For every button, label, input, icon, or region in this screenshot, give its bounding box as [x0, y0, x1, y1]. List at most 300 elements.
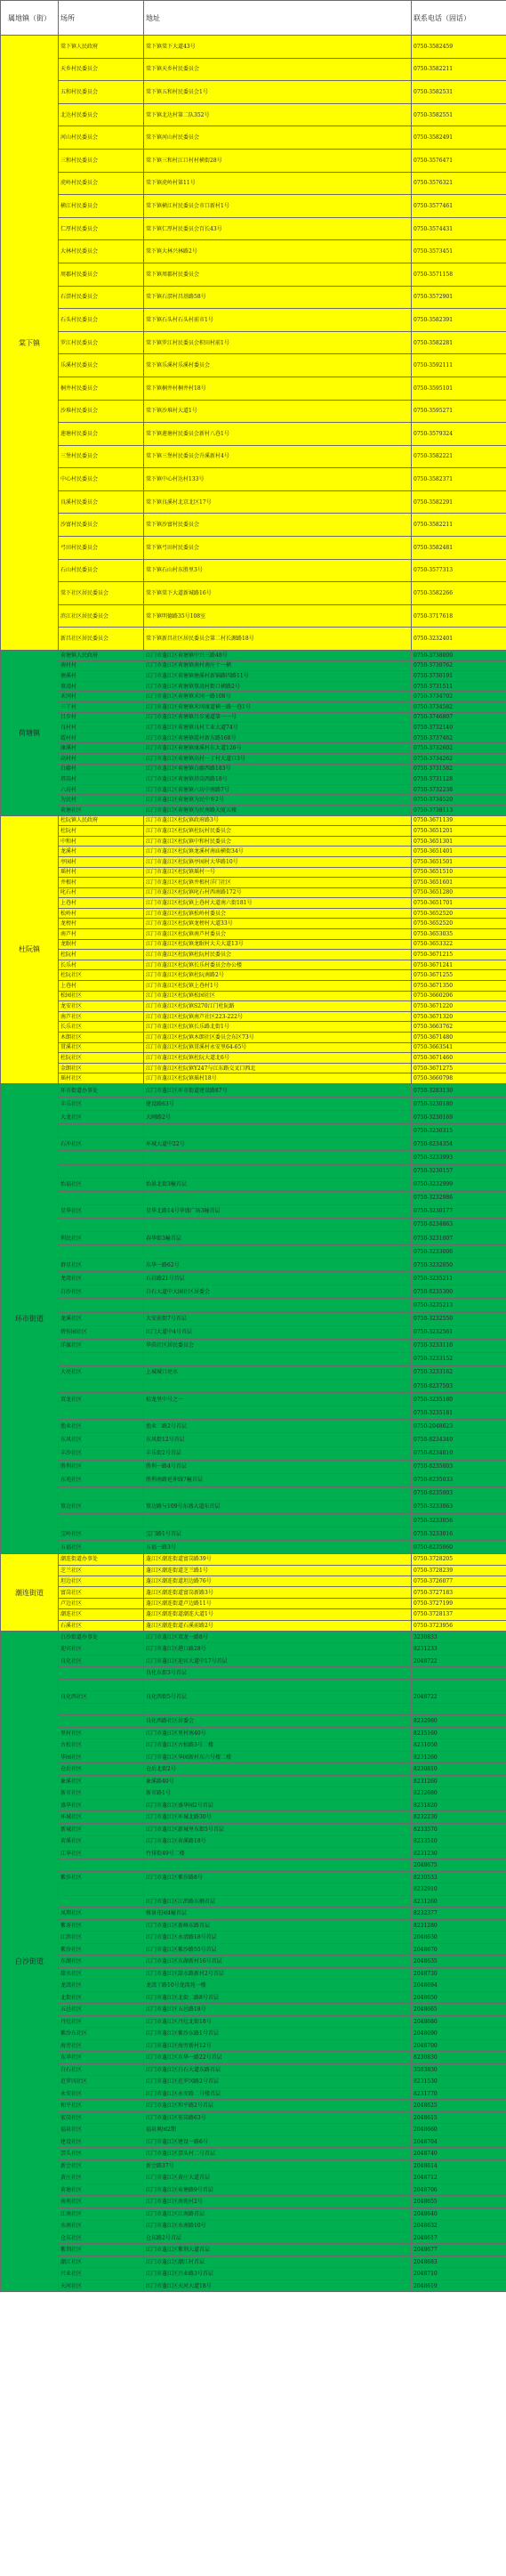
place-cell: 龙溪社区 — [59, 1312, 144, 1325]
address-cell: 江门市蓬江区荷塘镇高村一丁村大道口3号 — [144, 753, 412, 764]
phone-cell: 2048665 — [412, 2004, 506, 2016]
phone-cell: 0750-3652520 — [412, 919, 506, 929]
phone-cell: 0750-3738113 — [412, 805, 506, 815]
table-row — [1, 919, 506, 929]
address-cell: 江门市蓬江区五邑路18号 — [144, 2004, 412, 2016]
table-row — [1, 2172, 506, 2184]
place-cell: 滨江社区居民委员会 — [59, 604, 144, 628]
address-cell — [144, 1299, 412, 1312]
phone-cell: 2048660 — [412, 2124, 506, 2136]
table-row — [1, 1932, 506, 1944]
table-row — [1, 1245, 506, 1259]
place-cell: 棠下社区居民委员会 — [59, 582, 144, 605]
phone-cell: 0750-3728137 — [412, 1609, 506, 1620]
address-cell: 江门市蓬江区迎宾大道中17号首层 — [144, 1655, 412, 1667]
address-cell: 江门市蓬江区杜阮镇井根村洋门社区 — [144, 878, 412, 888]
table-row — [1, 58, 506, 81]
place-cell: 白藤村 — [59, 764, 144, 774]
place-cell: 松岭村 — [59, 908, 144, 919]
place-cell — [59, 1124, 144, 1138]
address-cell: 宝门路1号首层 — [144, 1527, 412, 1541]
address-cell: 棠下镇沙富村民委员会 — [144, 514, 412, 537]
table-row — [1, 1365, 506, 1379]
phone-cell: 8231050 — [412, 1739, 506, 1752]
place-cell: 南芦村 — [59, 929, 144, 940]
phone-cell: 0750-3576321 — [412, 172, 506, 195]
phone-cell: 0750-3232999 — [412, 1178, 506, 1191]
address-cell: 渔业二路2号首层 — [144, 1420, 412, 1433]
phone-cell: 2048675 — [412, 1859, 506, 1872]
place-cell: 和平社区 — [59, 2100, 144, 2112]
address-cell: 江门市蓬江区杜阮镇杜阮南路2号 — [144, 970, 412, 981]
address-cell: 棠下镇横江村民委员会市口新村1号 — [144, 195, 412, 218]
place-cell — [59, 1486, 144, 1500]
phone-cell: 0750-3671255 — [412, 970, 506, 981]
table-row — [1, 2004, 506, 2016]
phone-cell: 0750-3660798 — [412, 1073, 506, 1084]
phone-cell: 0750-3652520 — [412, 908, 506, 919]
phone-cell: 0750-3717618 — [412, 604, 506, 628]
phone-cell: 0750-3671215 — [412, 950, 506, 960]
place-cell: 大龙社区 — [59, 1111, 144, 1124]
place-cell: 龙榜村 — [59, 919, 144, 929]
address-cell: 棠下镇乐溪村乐溪村委员会 — [144, 354, 412, 377]
phone-cell: 0750-3232050 — [412, 1259, 506, 1272]
phone-cell: 2048614 — [412, 2159, 506, 2172]
address-cell: 江门市蓬江区紫莎路8号 — [144, 1871, 412, 1883]
table-row — [1, 514, 506, 537]
phone-cell: 0750-3235181 — [412, 1406, 506, 1420]
place-cell: 莲塘村民委员会 — [59, 423, 144, 446]
place-cell: 五福社区 — [59, 1541, 144, 1554]
table-row — [1, 1667, 506, 1680]
address-cell: 江门市蓬江区杜阮镇杜阮村民委员会 — [144, 950, 412, 960]
address-cell: 棠下镇石山村东胜里3号 — [144, 559, 412, 582]
address-cell: 江门市蓬江区杜阮镇Y247与江东路交叉口西北 — [144, 1063, 412, 1073]
table-row — [1, 805, 506, 815]
address-cell: 江门市蓬江区荷塘镇禾冈一路108号 — [144, 692, 412, 702]
table-row — [1, 2280, 506, 2292]
place-cell: 荷塘社区 — [59, 2183, 144, 2196]
table-row — [1, 1073, 506, 1084]
place-cell: 中心村民委员会 — [59, 468, 144, 491]
address-cell — [144, 1124, 412, 1138]
phone-cell: 2048700 — [412, 2039, 506, 2052]
address-cell: 江门市蓬江区杜阮镇长乐路北街1号 — [144, 1022, 412, 1033]
table-row — [1, 1835, 506, 1848]
place-cell: 桐井村民委员会 — [59, 377, 144, 400]
address-cell: 大闸路2号 — [144, 1111, 412, 1124]
phone-cell: 0750-3731128 — [412, 774, 506, 785]
phone-cell: 0750-8235033 — [412, 1473, 506, 1486]
address-cell: 仓后北街2号 — [144, 1763, 412, 1776]
table-row — [1, 1908, 506, 1920]
place-cell: 紫茶社区 — [59, 1919, 144, 1932]
table-row — [1, 784, 506, 795]
place-cell: 江华社区 — [59, 1847, 144, 1859]
place-cell: 石滘村民委员会 — [59, 286, 144, 309]
phone-cell: 0750-3730191 — [412, 671, 506, 682]
address-cell: 江门市蓬江区南苑村2号 — [144, 2196, 412, 2208]
address-cell: 江门市蓬江区荷塘镇篁湾村街口横路2号 — [144, 681, 412, 692]
table-row — [1, 660, 506, 671]
address-cell: 棠下镇桐井村桐井村18号 — [144, 377, 412, 400]
place-cell: 丰沙社区 — [59, 1446, 144, 1460]
table-row — [1, 939, 506, 950]
table-row — [1, 582, 506, 605]
place-cell: 高村村 — [59, 753, 144, 764]
place-cell — [59, 1513, 144, 1527]
town-cell: 棠下镇 — [1, 36, 59, 651]
address-cell: 东风街12号首层 — [144, 1433, 412, 1446]
table-row — [1, 1739, 506, 1752]
phone-cell: 8232377 — [412, 1908, 506, 1920]
address-cell: 江门市蓬江区范罗冈路2号首层 — [144, 2076, 412, 2088]
table-row — [1, 733, 506, 743]
address-cell: 江门市蓬江区兴业路3号首层 — [144, 2268, 412, 2280]
place-cell: 良化西社区 — [59, 1691, 144, 1704]
place-cell: 良村村 — [59, 723, 144, 733]
place-cell: 叱石村 — [59, 887, 144, 898]
phone-cell: 2048712 — [412, 2172, 506, 2184]
phone-cell: 0750-3727199 — [412, 1598, 506, 1608]
table-row — [1, 1111, 506, 1124]
address-cell: 棠下镇大林兴林路2号 — [144, 240, 412, 263]
table-row — [1, 856, 506, 867]
address-cell: 棠下镇中心村达村133号 — [144, 468, 412, 491]
place-cell: 碧桂园社区 — [59, 1325, 144, 1339]
phone-cell: 2048740 — [412, 2148, 506, 2160]
table-row — [1, 1883, 506, 1896]
table-row — [1, 1218, 506, 1231]
table-row — [1, 764, 506, 774]
address-cell: 棠下镇沙堆村大道1号 — [144, 400, 412, 423]
place-cell: 龙湾社区 — [59, 1272, 144, 1285]
address-cell: 棠下镇天乡村民委员会 — [144, 58, 412, 81]
place-cell: 福泉社区 — [59, 2124, 144, 2136]
address-cell: 蓬江区潮连街道富岗新路3号 — [144, 1587, 412, 1598]
phone-cell: 8235160 — [412, 1727, 506, 1739]
address-cell: 江门市蓬江区荷塘路9号首层 — [144, 2183, 412, 2196]
place-cell: 东湖社区 — [59, 1956, 144, 1968]
place-cell: 篁湾村 — [59, 681, 144, 692]
table-row — [1, 1339, 506, 1352]
table-row — [1, 1727, 506, 1739]
table-row — [1, 149, 506, 172]
address-cell: 江门市蓬江区杜阮镇上巷村大道南六街181号 — [144, 898, 412, 909]
phone-cell: 0750-3233056 — [412, 1513, 506, 1527]
address-cell: 江门市蓬江区杜阮镇中和村民委员会 — [144, 836, 412, 847]
town-cell: 环市街道 — [1, 1083, 59, 1553]
address-cell: 棠下镇仁厚村民委员会百长43号 — [144, 217, 412, 240]
table-row — [1, 878, 506, 888]
place-cell: 荷溪社区 — [59, 1835, 144, 1848]
address-cell: 大安前街7号首层 — [144, 1312, 412, 1325]
table-row — [1, 1259, 506, 1272]
table-row — [1, 1703, 506, 1715]
address-cell: 华茵社区居民委员会 — [144, 1339, 412, 1352]
table-row — [1, 1679, 506, 1691]
phone-cell: 8233570 — [412, 1823, 506, 1835]
address-cell — [144, 1486, 412, 1500]
table-row — [1, 103, 506, 126]
phone-cell: 0750-3232986 — [412, 1191, 506, 1204]
place-cell: 丹灶社区 — [59, 2015, 144, 2028]
table-row — [1, 1643, 506, 1656]
address-cell — [144, 1218, 412, 1231]
place-cell: 华园社区 — [59, 1751, 144, 1763]
table-row — [1, 628, 506, 651]
phone-cell: 0750-3232401 — [412, 628, 506, 651]
place-cell: 虎岭村民委员会 — [59, 172, 144, 195]
table-row — [1, 1393, 506, 1406]
address-cell: 蓬江区潮连街道潮连大道1号 — [144, 1609, 412, 1620]
phone-cell: 2048650 — [412, 1991, 506, 2004]
address-cell: 良化西街5号首层 — [144, 1691, 412, 1704]
phone-cell: 0750-3732140 — [412, 723, 506, 733]
phone-cell: 0750-3731582 — [412, 764, 506, 774]
phone-cell: 0750-3651401 — [412, 847, 506, 857]
address-cell: 蓬江区潮连街道坦边路76号 — [144, 1576, 412, 1587]
table-row — [1, 1325, 506, 1339]
phone-cell: 0750-3582531 — [412, 81, 506, 104]
table-row — [1, 1299, 506, 1312]
place-cell: 沙堆村民委员会 — [59, 400, 144, 423]
address-cell — [144, 1245, 412, 1259]
table-row — [1, 1420, 506, 1433]
address-cell: 江门市蓬江区杜阮镇松岭村委员会 — [144, 908, 412, 919]
table-row — [1, 867, 506, 878]
table-row — [1, 2063, 506, 2076]
place-cell: 芝兰社区 — [59, 1565, 144, 1576]
table-row — [1, 1576, 506, 1587]
place-cell: 丰乐社区 — [59, 1098, 144, 1111]
table-row — [1, 1631, 506, 1643]
address-cell: 江门市蓬江区杜阮镇杜阮大道北6号 — [144, 1053, 412, 1064]
table-row — [1, 2076, 506, 2088]
address-cell: 棠下镇三堡村民委员会升溪新村4号 — [144, 445, 412, 468]
address-cell: 篁边路与109号东盛大道东首层 — [144, 1500, 412, 1513]
phone-cell: 2048730 — [412, 1967, 506, 1980]
phone-cell: 0750-3582391 — [412, 309, 506, 332]
address-cell: 江门市蓬江区紫荆大道首层 — [144, 2244, 412, 2256]
place-cell: 上巷村 — [59, 898, 144, 909]
place-cell: 白石社区 — [59, 2063, 144, 2076]
phone-cell: 0750-3738000 — [412, 651, 506, 661]
phone-cell: 0750-3232561 — [412, 1325, 506, 1339]
table-row — [1, 1775, 506, 1787]
table-row — [1, 2196, 506, 2208]
place-cell: 新市社区 — [59, 1787, 144, 1800]
table-row — [1, 1063, 506, 1073]
address-cell: 新会路37号 — [144, 2159, 412, 2172]
table-row — [1, 743, 506, 754]
place-cell: 上巷村 — [59, 981, 144, 992]
place-cell: 棠下镇人民政府 — [59, 36, 144, 59]
table-row — [1, 887, 506, 898]
address-cell: 江门市蓬江区东华一路22号首层 — [144, 2052, 412, 2064]
place-cell: 东风社区 — [59, 1433, 144, 1446]
table-row — [1, 490, 506, 514]
address-cell — [144, 1859, 412, 1872]
address-cell — [144, 1380, 412, 1393]
table-row — [1, 1352, 506, 1365]
address-cell — [144, 1513, 412, 1527]
place-cell: 大林村民委员会 — [59, 240, 144, 263]
place-cell: 双龙社区 — [59, 1393, 144, 1406]
phone-cell: 2048625 — [412, 2100, 506, 2112]
place-cell: 弓田村民委员会 — [59, 537, 144, 560]
table-row — [1, 1823, 506, 1835]
place-cell: 霞村村 — [59, 733, 144, 743]
table-row — [1, 1042, 506, 1053]
address-cell: 江门市蓬江区杜阮镇南芦村委员会 — [144, 929, 412, 940]
address-cell: 棠下镇良溪村北京北区17号 — [144, 490, 412, 514]
table-row — [1, 1751, 506, 1763]
table-row — [1, 2124, 506, 2136]
address-cell: 棠下镇石头村石头村前市1号 — [144, 309, 412, 332]
address-cell: 蓬江区潮连街道芝兰路1号 — [144, 1565, 412, 1576]
place-cell: 利民社区 — [59, 1232, 144, 1245]
table-row — [1, 1083, 506, 1097]
phone-cell: 0750-3574431 — [412, 217, 506, 240]
address-cell: 江门市蓬江区杜阮镇上巷村1号 — [144, 981, 412, 992]
place-cell: 三丫村 — [59, 702, 144, 713]
address-cell: 棠下镇三和村江口村村横街28号 — [144, 149, 412, 172]
address-cell: 江门市蓬江区荷塘镇六坊中南路7号 — [144, 784, 412, 795]
table-row — [1, 81, 506, 104]
place-cell: 洋旗社区 — [59, 1339, 144, 1352]
phone-cell — [412, 1667, 506, 1680]
address-cell: 龙湾丁路10号龙湾苑一楼 — [144, 1980, 412, 1992]
phone-cell: 8231530 — [412, 2076, 506, 2088]
phone-cell: 0750-3582221 — [412, 445, 506, 468]
table-row — [1, 1033, 506, 1043]
phone-cell: 0750-3592111 — [412, 354, 506, 377]
address-cell: 春华街3幢首层 — [144, 1232, 412, 1245]
address-cell: 江门市蓬江区永安路二号楼首层 — [144, 2087, 412, 2100]
phone-cell: 0750-3737462 — [412, 733, 506, 743]
phone-cell: 0750-3582281 — [412, 331, 506, 354]
phone-cell: 8231260 — [412, 1775, 506, 1787]
address-cell: 棠下镇虎岭村第11号 — [144, 172, 412, 195]
table-row — [1, 445, 506, 468]
phone-cell: 0750-3651280 — [412, 887, 506, 898]
place-cell: 荷塘镇人民政府 — [59, 651, 144, 661]
table-row — [1, 681, 506, 692]
header-place: 场所 — [59, 1, 144, 36]
phone-cell: 0750-3651510 — [412, 867, 506, 878]
phone-cell: 0750-3231007 — [412, 1232, 506, 1245]
phone-cell: 8230810 — [412, 1763, 506, 1776]
place-cell: 五邑社区 — [59, 2004, 144, 2016]
table-row — [1, 1565, 506, 1576]
phone-cell: 0750-3582266 — [412, 582, 506, 605]
phone-cell: 0750-3671350 — [412, 981, 506, 992]
address-cell: 江门市蓬江区荷塘镇白藤西路183号 — [144, 764, 412, 774]
address-cell: 棠下镇石滘村昌基路58号 — [144, 286, 412, 309]
address-cell: 丰乐街2号首层 — [144, 1446, 412, 1460]
table-row — [1, 2207, 506, 2220]
table-row — [1, 1312, 506, 1325]
table-row — [1, 1715, 506, 1728]
address-cell: 棠下镇棠下大道新城路16号 — [144, 582, 412, 605]
phone-cell: 0750-3732602 — [412, 743, 506, 754]
table-row — [1, 309, 506, 332]
table-row — [1, 702, 506, 713]
place-cell: 沙富村民委员会 — [59, 514, 144, 537]
table-row — [1, 908, 506, 919]
table-row — [1, 1191, 506, 1204]
phone-cell: 2048722 — [412, 1655, 506, 1667]
table-row — [1, 36, 506, 59]
phone-cell: 0750-3651201 — [412, 826, 506, 837]
address-cell: 胜利一路4号首层 — [144, 1460, 412, 1473]
phone-cell: 2048690 — [412, 2028, 506, 2040]
phone-cell: 0750-3233162 — [412, 1365, 506, 1379]
phone-cell: 0750-3230315 — [412, 1124, 506, 1138]
address-cell: 江门大道中4号首层 — [144, 1325, 412, 1339]
place-cell: 瑶村社区 — [59, 1073, 144, 1084]
phone-cell: 0750-8235300 — [412, 1285, 506, 1299]
place-cell: 三堡村民委员会 — [59, 445, 144, 468]
place-cell: 江滨社区 — [59, 1932, 144, 1944]
phone-cell — [412, 1703, 506, 1715]
table-row — [1, 1124, 506, 1138]
address-cell: 江门市蓬江区和平路2号首层 — [144, 2100, 412, 2112]
table-row — [1, 1513, 506, 1527]
phone-cell: 0750-3233016 — [412, 1527, 506, 1541]
phone-cell: 0750-3582211 — [412, 514, 506, 537]
place-cell: 河山村民委员会 — [59, 126, 144, 150]
table-row — [1, 1272, 506, 1285]
table-row — [1, 2028, 506, 2040]
table-row — [1, 1380, 506, 1393]
address-cell: 棠下镇莲塘村民委员会新村八巷1号 — [144, 423, 412, 446]
phone-cell: 0750-3671275 — [412, 1063, 506, 1073]
table-row — [1, 836, 506, 847]
phone-cell: 8232910 — [412, 1883, 506, 1896]
place-cell: 井根村 — [59, 878, 144, 888]
address-cell: 五福一路3号 — [144, 1541, 412, 1554]
place-cell: 迎宾社区 — [59, 1643, 144, 1656]
phone-cell: 2048670 — [412, 1943, 506, 1956]
phone-cell: 0750-3663762 — [412, 1022, 506, 1033]
table-row — [1, 692, 506, 702]
phone-cell: 8231233 — [412, 1643, 506, 1656]
phone-cell: 2048630 — [412, 1932, 506, 1944]
table-row — [1, 753, 506, 764]
place-cell: 龙溪村 — [59, 847, 144, 857]
phone-cell: 0750-3746807 — [412, 712, 506, 723]
address-cell: 江门市蓬江区杜阮镇贯溪村永安里64-65号 — [144, 1042, 412, 1053]
table-row — [1, 1655, 506, 1667]
address-cell: 江门市蓬江区杜阮镇木朗社区委员会东区73号 — [144, 1033, 412, 1043]
table-row — [1, 1991, 506, 2004]
address-cell: 江门市蓬江区甜水路新村2号首层 — [144, 1967, 412, 1980]
phone-cell: 0750-3663541 — [412, 1042, 506, 1053]
phone-cell: 8230533 — [412, 1871, 506, 1883]
address-cell: 江门市蓬江区华园新村东六号楼二楼 — [144, 1751, 412, 1763]
address-cell: 江门市蓬江区建设一路6号 — [144, 2135, 412, 2148]
table-row — [1, 2256, 506, 2268]
place-cell: 木朗社区 — [59, 1033, 144, 1043]
phone-cell: 2048694 — [412, 1980, 506, 1992]
phone-cell: 0750-3576471 — [412, 149, 506, 172]
place-cell — [59, 1380, 144, 1393]
table-row — [1, 604, 506, 628]
phone-cell: 0750-3230157 — [412, 1164, 506, 1178]
